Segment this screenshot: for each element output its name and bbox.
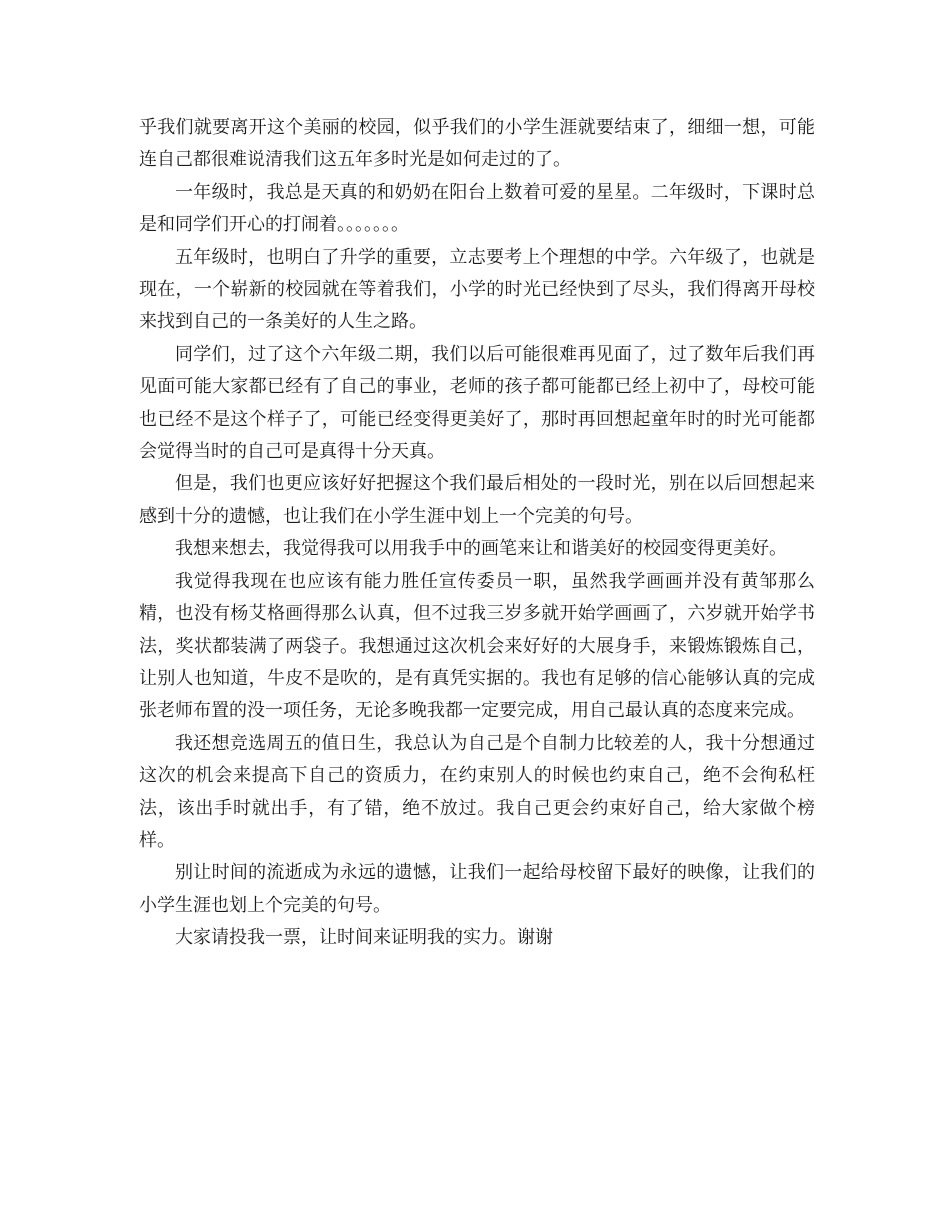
paragraph-cherish-time: 但是，我们也更应该好好把握这个我们最后相处的一段时光，别在以后回想起来感到十分的遗憾，也让我们在小学生涯中划上一个完美的句号。: [139, 473, 815, 527]
paragraph-publicity-committee: 我觉得我现在也应该有能力胜任宣传委员一职，虽然我学画画并没有黄邹那么精，也没有杨艾格画得那么认真，但不过我三岁多就开始学画画了，六岁就开始学书法，奖状都装满了两袋子。我想通过这次机会来好好的大展身手，来锻炼锻炼自己，让别人也知道，牛皮不是吹的，是有真凭实据的。我也有足够的信心能够认真的完成张老师布置的没一项任务，无论多晚我都一定要完成，用自己最认真的态度来完成。: [139, 570, 815, 722]
paragraph-classmates: 同学们，过了这个六年级二期，我们以后可能很难再见面了，过了数年后我们再见面可能大家都已经有了自己的事业，老师的孩子都可能都已经上初中了，母校可能也已经不是这个样子了，可能已经变得更美好了，那时再回想起童年时的时光可能都会觉得当时的自己可是真得十分天真。: [139, 343, 815, 463]
paragraph-paintbrush: 我想来想去，我觉得我可以用我手中的画笔来让和谐美好的校园变得更美好。: [175, 538, 787, 560]
paragraph-no-regrets: 别让时间的流逝成为永远的遗憾，让我们一起给母校留下最好的映像，让我们的小学生涯也划上个完美的句号。: [139, 862, 815, 916]
paragraph-continuation: 乎我们就要离开这个美丽的校园，似乎我们的小学生涯就要结束了，细细一想，可能连自己都很难说清我们这五年多时光是如何走过的了。: [139, 117, 815, 171]
document-body: [139, 112, 815, 955]
paragraph-closing: 大家请投我一票，让时间来证明我的实力。谢谢: [175, 927, 553, 949]
paragraph-first-second-grade: 一年级时，我总是天真的和奶奶在阳台上数着可爱的星星。二年级时，下课时总是和同学们开心的打闹着。。。。。。。: [139, 181, 815, 236]
paragraph-duty-student: 我还想竞选周五的值日生，我总认为自己是个自制力比较差的人，我十分想通过这次的机会来提高下自己的资质力，在约束别人的时候也约束自己，绝不会徇私枉法，该出手时就出手，有了错，绝不放过。我自己更会约束好自己，给大家做个榜样。: [139, 732, 815, 851]
paragraph-fifth-sixth-grade: 五年级时，也明白了升学的重要，立志要考上个理想的中学。六年级了，也就是现在，一个崭新的校园就在等着我们，小学的时光已经快到了尽头，我们得离开母校来找到自己的一条美好的人生之路。: [139, 246, 815, 333]
